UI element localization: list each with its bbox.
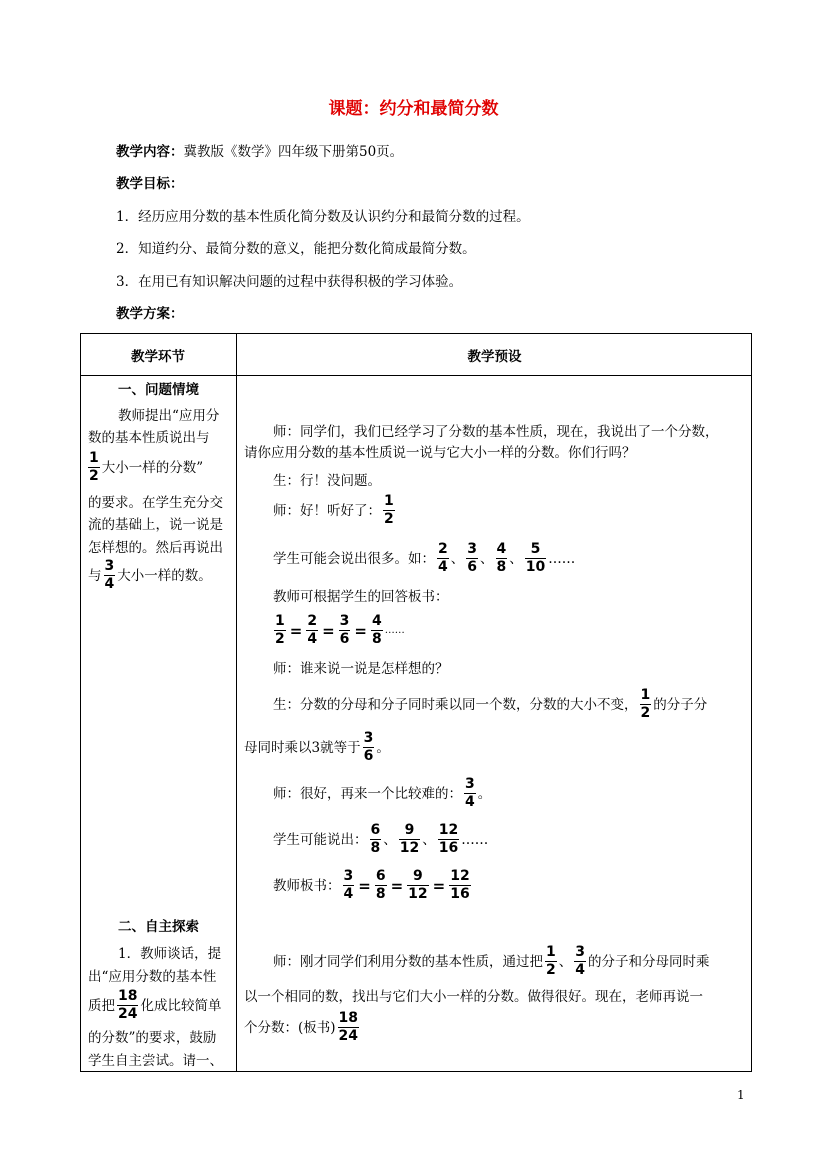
right-text: 师：刚才同学们利用分数的基本性质，通过把 [273, 953, 543, 970]
right-text: 请你应用分数的基本性质说一说与它大小一样的分数。你们行吗？ [244, 445, 636, 461]
fraction: $\frac{1}{2}$ [275, 613, 285, 647]
col2-header: 教学预设 [467, 349, 522, 365]
plan-label: 教学方案： [116, 306, 184, 322]
right-text: 生：行！没问题。 [273, 473, 381, 489]
fraction: $\frac{1}{2}$ [546, 944, 556, 978]
content-line [116, 140, 403, 160]
column-divider [236, 333, 237, 1072]
ellipsis: …… [461, 831, 489, 848]
board-equation [272, 613, 405, 648]
separator: 、 [383, 831, 397, 848]
right-text: 的分子和分母同时乘 [588, 953, 710, 970]
fraction: $\frac{2}{4}$ [438, 541, 448, 575]
left-text: 大小一样的分数” [101, 459, 204, 476]
left-line-frac [86, 450, 203, 485]
left-text: 教师提出“应用分 [118, 408, 220, 424]
fraction: $\frac{3}{6}$ [363, 730, 374, 764]
fraction: $\frac{1}{2}$ [640, 687, 651, 721]
right-text: 师：谁来说一说是怎样想的？ [273, 661, 449, 677]
right-text: 师：同学们，我们已经学习了分数的基本性质，现在，我说出了一个分数， [273, 424, 719, 440]
page-number: 1 [737, 1088, 745, 1102]
fraction: $\frac{3}{4}$ [465, 776, 475, 810]
left-text: 怎样想的。然后再说出 [88, 540, 223, 556]
board-equation [273, 868, 473, 903]
left-text: 数的基本性质说出与 [88, 430, 210, 446]
fraction: $\frac{3}{4}$ [575, 944, 585, 978]
fraction: $\frac{4}{8}$ [496, 541, 507, 575]
right-text: 师：很好，再来一个比较难的： [273, 785, 462, 802]
right-line-frac [273, 541, 575, 576]
content-text: 冀教版《数学》四年级下册第50页。 [183, 144, 404, 160]
goal-item: 1．经历应用分数的基本性质化简分数及认识约分和最简分数的过程。 [116, 209, 530, 225]
right-line-frac [273, 493, 397, 528]
goal-item: 2．知道约分、最简分数的意义，能把分数化简成最简分数。 [116, 241, 476, 257]
ellipsis: …… [384, 624, 405, 636]
fraction: $\frac{9}{12}$ [399, 822, 420, 856]
equals-sign: = [354, 621, 367, 640]
left-text: 流的基础上，说一说是 [88, 517, 223, 533]
equals-sign: = [322, 621, 335, 640]
left-text: 大小一样的数。 [117, 567, 212, 584]
right-line-frac [273, 776, 491, 811]
fraction: $\frac{12}{16}$ [438, 822, 459, 856]
right-text: 学生可能说出： [273, 831, 368, 848]
page-title: 课题：约分和最简分数 [328, 99, 499, 119]
fraction: $\frac{2}{4}$ [307, 613, 318, 647]
fraction: $\frac{9}{12}$ [408, 868, 428, 902]
left-text: 质把 [88, 997, 115, 1014]
right-line-frac [244, 730, 390, 765]
header-divider [80, 375, 752, 376]
left-text: 1．教师谈话，提 [118, 946, 222, 962]
right-line-frac [273, 687, 707, 722]
right-line-frac [244, 1010, 361, 1045]
goals-label: 教学目标： [116, 176, 184, 192]
section2-title: 二、自主探索 [118, 919, 199, 935]
left-text: 化成比较简单 [140, 997, 222, 1014]
right-text: 个分数：(板书) [244, 1019, 336, 1036]
equals-sign: = [358, 876, 371, 895]
separator: 、 [558, 953, 573, 970]
section1-title: 一、问题情境 [118, 382, 199, 398]
fraction: $\frac{12}{16}$ [450, 868, 470, 902]
left-text: 的要求。在学生充分交 [88, 495, 223, 511]
right-text: 教师可根据学生的回答板书： [273, 589, 449, 605]
left-text: 出“应用分数的基本性 [88, 969, 217, 985]
right-text: 师：好！听好了： [273, 502, 381, 519]
equals-sign: = [289, 621, 303, 640]
fraction: $\frac{18}{24}$ [118, 988, 138, 1022]
right-text: 教师板书： [273, 877, 341, 894]
left-text: 与 [88, 567, 102, 584]
separator: 、 [450, 550, 465, 567]
fraction: $\frac{6}{8}$ [370, 822, 381, 856]
fraction: $\frac{3}{4}$ [343, 868, 354, 902]
right-text: 学生可能会说出很多。如： [273, 550, 435, 567]
content-label: 教学内容： [116, 144, 184, 160]
separator: 、 [480, 550, 494, 567]
ellipsis: …… [548, 550, 576, 567]
right-text: 以一个相同的数，找出与它们大小一样的分数。做得很好。现在，老师再说一 [244, 989, 703, 1005]
col1-header: 教学环节 [131, 349, 185, 365]
right-text: 生：分数的分母和分子同时乘以同一个数，分数的大小不变， [273, 696, 638, 713]
fraction: $\frac{1}{2}$ [384, 493, 394, 527]
goal-item: 3．在用已有知识解决问题的过程中获得积极的学习体验。 [116, 274, 463, 290]
equals-sign: = [432, 876, 446, 895]
fraction: $\frac{5}{10}$ [525, 541, 546, 575]
period: 。 [376, 739, 390, 756]
fraction: $\frac{3}{4}$ [104, 558, 115, 592]
right-text: 母同时乘以3就等于 [244, 739, 361, 756]
fraction: $\frac{4}{8}$ [371, 613, 382, 647]
separator: 、 [422, 831, 436, 848]
separator: 、 [509, 550, 523, 567]
left-text: 学生自主尝试。请一、 [88, 1053, 223, 1069]
right-line-frac [273, 822, 488, 857]
period: 。 [477, 785, 492, 802]
fraction: $\frac{18}{24}$ [338, 1010, 359, 1044]
fraction: $\frac{6}{8}$ [375, 868, 386, 902]
left-line-frac [88, 558, 212, 593]
right-text: 的分子分 [653, 696, 708, 713]
left-line-frac [88, 988, 221, 1023]
fraction: $\frac{3}{6}$ [339, 613, 350, 647]
fraction: $\frac{1}{2}$ [89, 450, 99, 484]
equals-sign: = [390, 876, 404, 895]
right-line-frac [273, 944, 710, 979]
left-text: 的分数”的要求，鼓励 [88, 1030, 217, 1046]
fraction: $\frac{3}{6}$ [467, 541, 477, 575]
